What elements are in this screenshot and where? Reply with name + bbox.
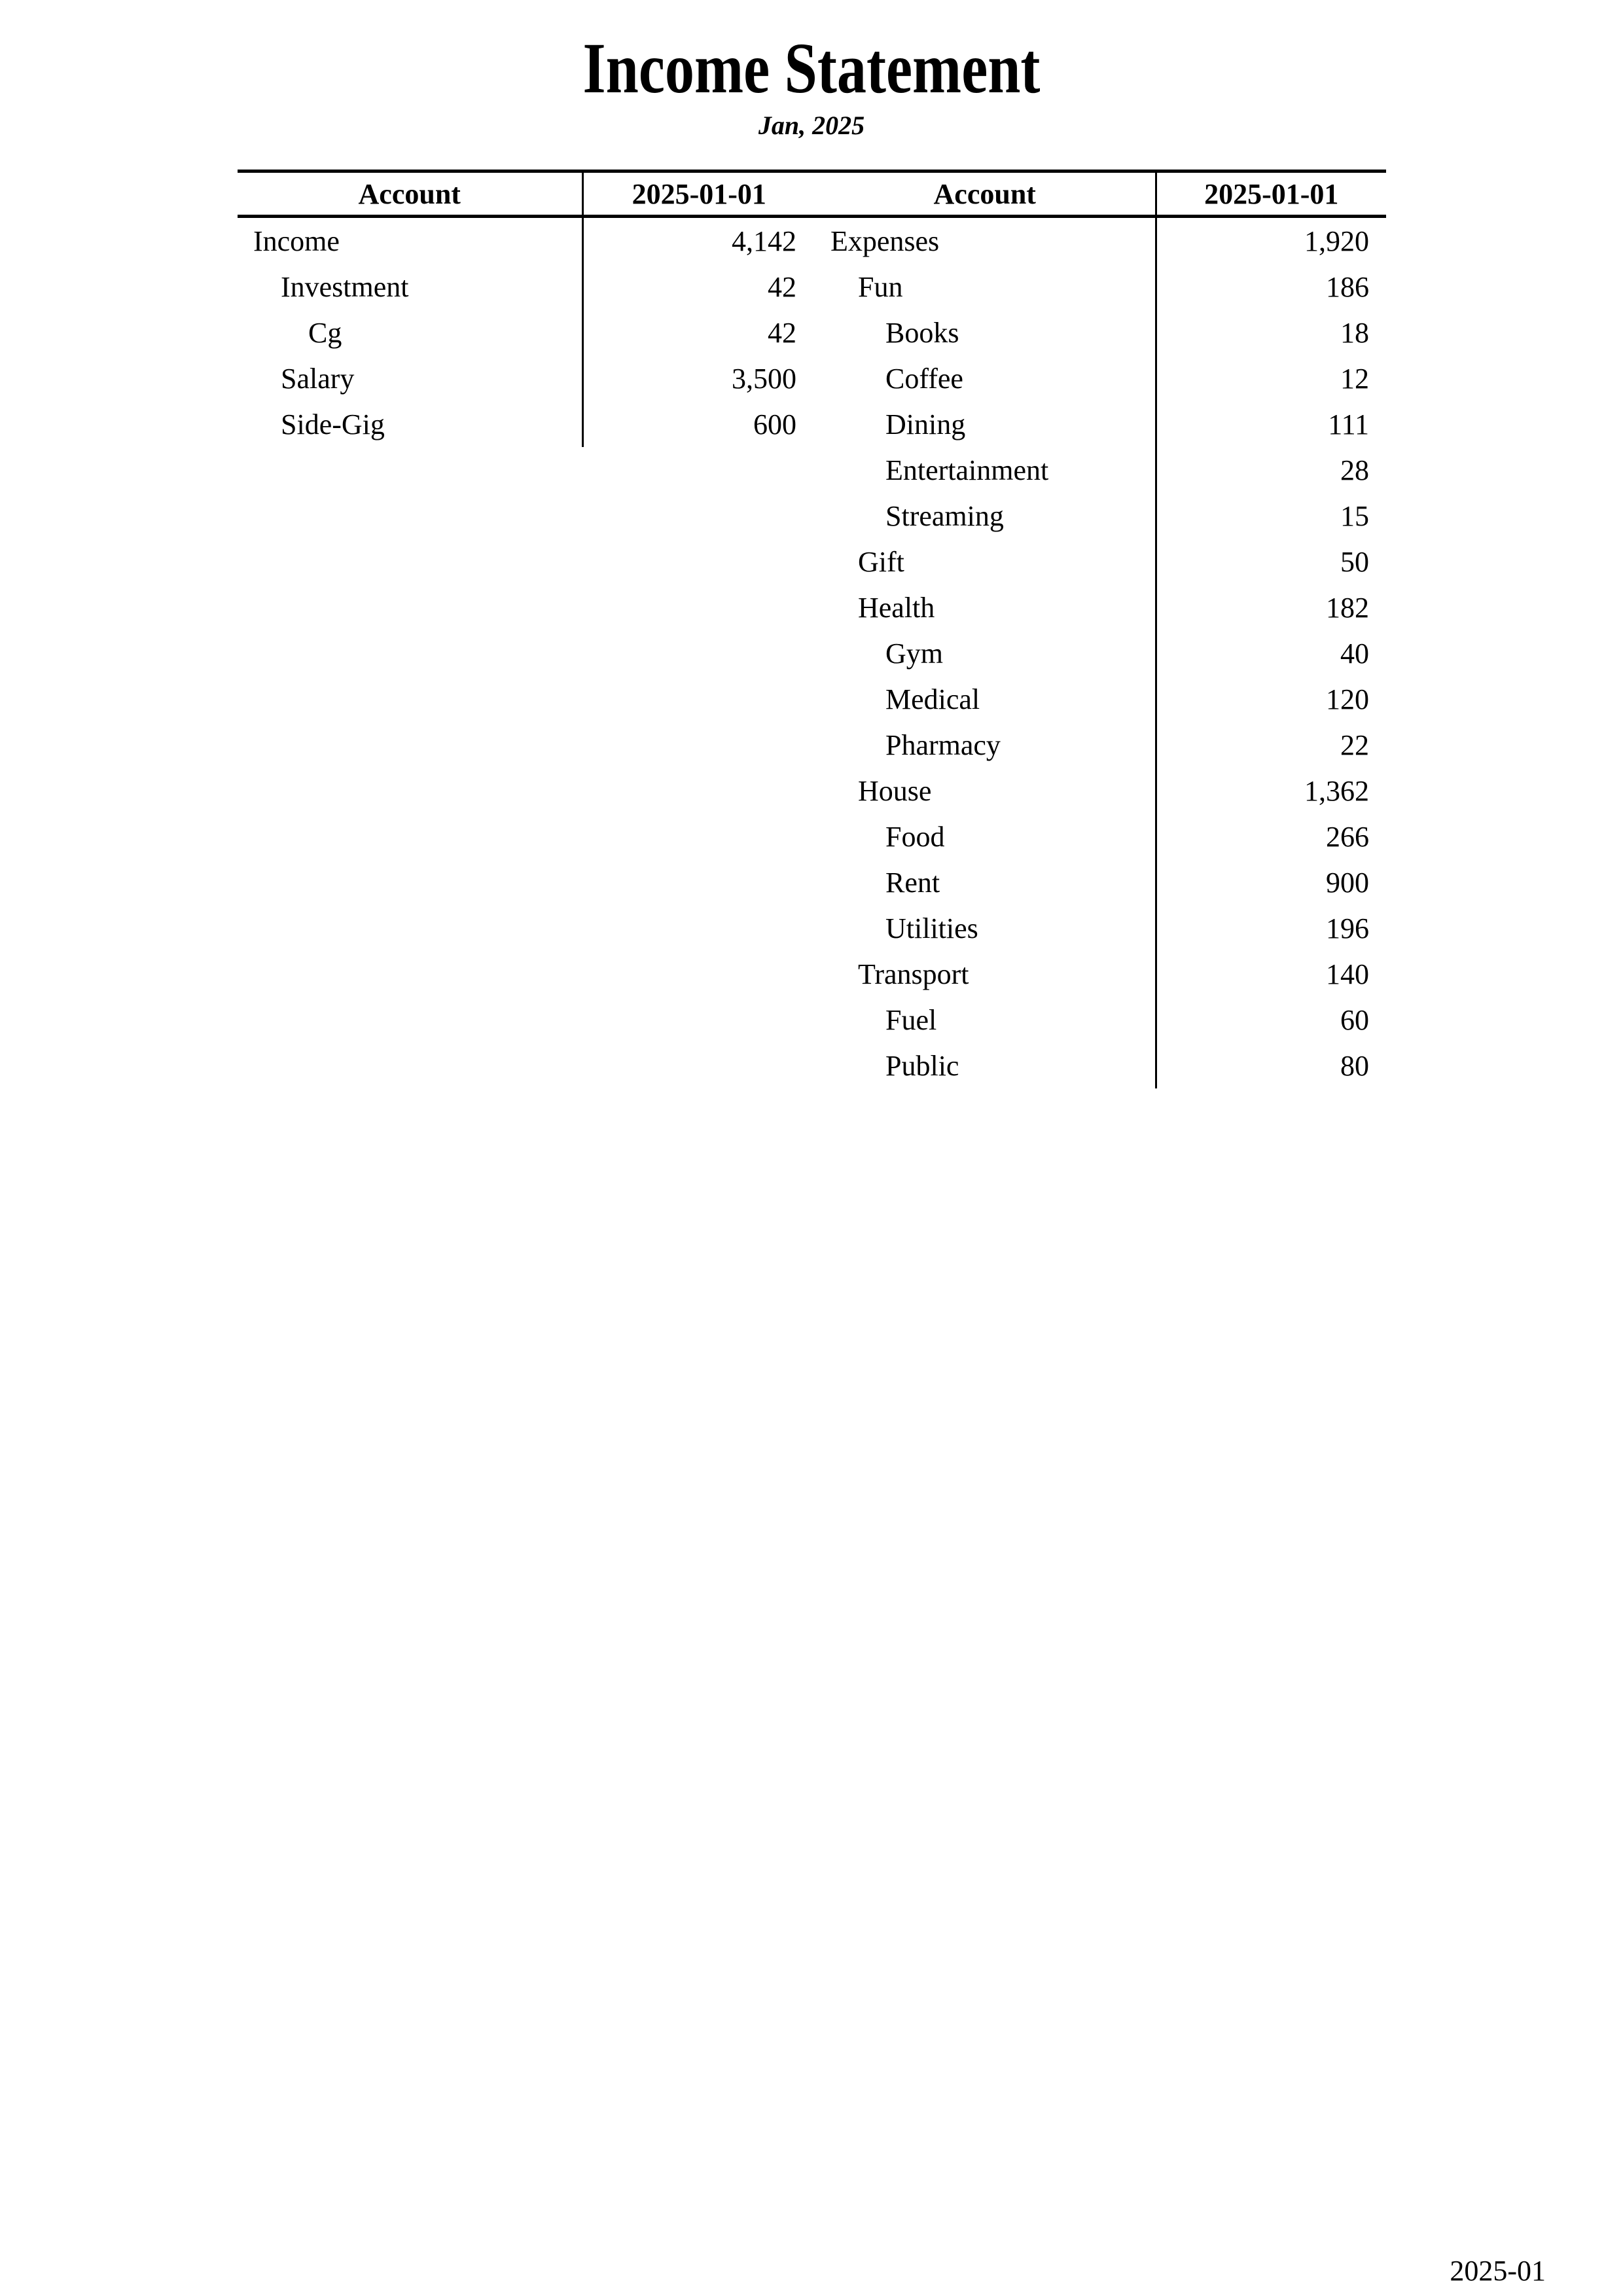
value-cell: 28 [1340,454,1369,486]
account-cell: Fun [815,264,1156,310]
table-row [238,401,1386,447]
value-cell [582,859,815,905]
account-cell [238,814,582,859]
header-row [238,171,1386,217]
account-cell: Entertainment [815,447,1156,493]
account-cell: Income [238,217,582,264]
table-row [238,264,1386,310]
page-footer: 2025-01 [1450,2255,1546,2287]
value-cell [582,539,815,584]
account-cell [238,493,582,539]
table-row [238,814,1386,859]
value-cell [582,814,815,859]
table-row [238,951,1386,997]
account-cell: Dining [815,401,1156,447]
account-cell: Utilities [815,905,1156,951]
value-cell: 600 [753,408,796,440]
account-cell [238,859,582,905]
account-cell [238,997,582,1043]
value-cell: 12 [1340,362,1369,395]
value-cell: 182 [1326,591,1369,624]
value-cell [582,630,815,676]
value-cell [582,584,815,630]
account-cell: Expenses [815,217,1156,264]
column-header-date-left: 2025-01-01 [582,171,815,217]
table-row [238,584,1386,630]
account-cell: Gift [815,539,1156,584]
table-row [238,997,1386,1043]
account-cell: Health [815,584,1156,630]
value-cell: 196 [1326,912,1369,944]
table-row [238,217,1386,264]
table-row [238,859,1386,905]
account-cell: House [815,768,1156,814]
account-cell: Pharmacy [815,722,1156,768]
page-subtitle: Jan, 2025 [758,111,865,140]
value-cell [582,447,815,493]
value-cell: 120 [1326,683,1369,715]
value-cell: 4,142 [732,224,796,257]
account-cell [238,630,582,676]
table-row [238,493,1386,539]
account-cell [238,584,582,630]
table-row [238,355,1386,401]
table-row [238,447,1386,493]
value-cell [582,951,815,997]
account-cell: Coffee [815,355,1156,401]
value-cell [582,493,815,539]
value-cell [582,1043,815,1088]
value-cell: 42 [768,270,796,303]
value-cell: 1,362 [1304,774,1369,807]
table-row [238,905,1386,951]
value-cell: 40 [1340,637,1369,670]
table-row [238,676,1386,722]
value-cell: 18 [1340,316,1369,349]
account-cell: Side-Gig [238,401,582,447]
table-row [238,722,1386,768]
value-cell: 50 [1340,545,1369,578]
value-cell: 42 [768,316,796,349]
value-cell: 266 [1326,820,1369,853]
account-cell: Fuel [815,997,1156,1043]
account-cell: Books [815,310,1156,355]
account-cell: Gym [815,630,1156,676]
table-row [238,310,1386,355]
account-cell: Food [815,814,1156,859]
account-cell: Cg [238,310,582,355]
account-cell: Medical [815,676,1156,722]
value-cell [582,722,815,768]
account-cell: Investment [238,264,582,310]
value-cell: 900 [1326,866,1369,899]
value-cell [582,997,815,1043]
value-cell: 1,920 [1304,224,1369,257]
account-cell: Rent [815,859,1156,905]
account-cell [238,951,582,997]
value-cell: 186 [1326,270,1369,303]
account-cell [238,768,582,814]
account-cell [238,676,582,722]
table-row [238,539,1386,584]
account-cell: Public [815,1043,1156,1088]
account-cell [238,1043,582,1088]
account-cell: Transport [815,951,1156,997]
value-cell: 3,500 [732,362,796,395]
account-cell: Salary [238,355,582,401]
value-cell [582,905,815,951]
value-cell: 15 [1340,499,1369,532]
column-header-account-left: Account [238,171,582,217]
account-cell [238,539,582,584]
value-cell: 22 [1340,728,1369,761]
page-title: Income Statement [582,28,1041,108]
value-cell [582,676,815,722]
value-cell: 140 [1326,958,1369,990]
column-header-date-right: 2025-01-01 [1156,171,1386,217]
table-row [238,768,1386,814]
account-cell [238,722,582,768]
account-cell [238,447,582,493]
value-cell [582,768,815,814]
column-header-account-right: Account [815,171,1156,217]
table-row [238,630,1386,676]
income-statement-table [238,170,1386,1088]
account-cell: Streaming [815,493,1156,539]
value-cell: 60 [1340,1003,1369,1036]
table-row [238,1043,1386,1088]
account-cell [238,905,582,951]
value-cell: 111 [1328,408,1369,440]
value-cell: 80 [1340,1049,1369,1082]
